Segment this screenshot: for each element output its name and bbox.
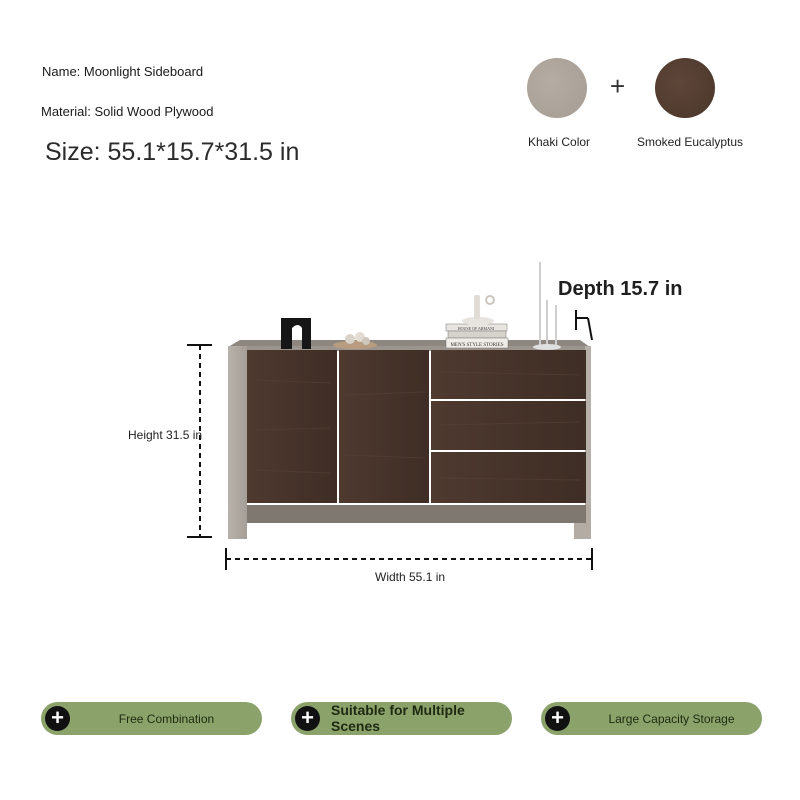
depth-label: Depth 15.7 in [558, 278, 683, 300]
khaki-color-label: Khaki Color [528, 135, 591, 149]
feature-label: Free Combination [118, 712, 215, 726]
width-label: Width 55.1 in [375, 570, 446, 584]
candle-holders-icon [533, 262, 561, 350]
depth-dimension-marker [576, 310, 592, 340]
plus-circle-icon: + [45, 706, 70, 731]
product-size: Size: 55.1*15.7*31.5 in [45, 138, 300, 166]
feature-label: Suitable for Multiple Scenes [331, 702, 465, 734]
sideboard-doors [247, 350, 586, 503]
book-title-1: HOUSE OF ARMANI [457, 326, 495, 331]
book-title-2: MEN'S STYLE STORIES [450, 343, 504, 348]
product-material: Material: Solid Wood Plywood [41, 104, 214, 119]
product-name: Name: Moonlight Sideboard [42, 64, 204, 79]
plus-circle-icon: + [545, 706, 570, 731]
plus-circle-icon: + [295, 706, 320, 731]
feature-free-combination[interactable] [41, 702, 262, 735]
feature-large-capacity-storage[interactable] [541, 702, 762, 735]
books-stack-icon [446, 295, 508, 348]
feature-multiple-scenes[interactable] [291, 702, 512, 735]
plus-icon: + [610, 71, 626, 101]
height-label: Height 31.5 in [128, 428, 203, 442]
width-dimension-line [226, 548, 592, 570]
smoked-eucalyptus-label: Smoked Eucalyptus [637, 135, 744, 149]
feature-label: Large Capacity Storage [608, 712, 735, 726]
